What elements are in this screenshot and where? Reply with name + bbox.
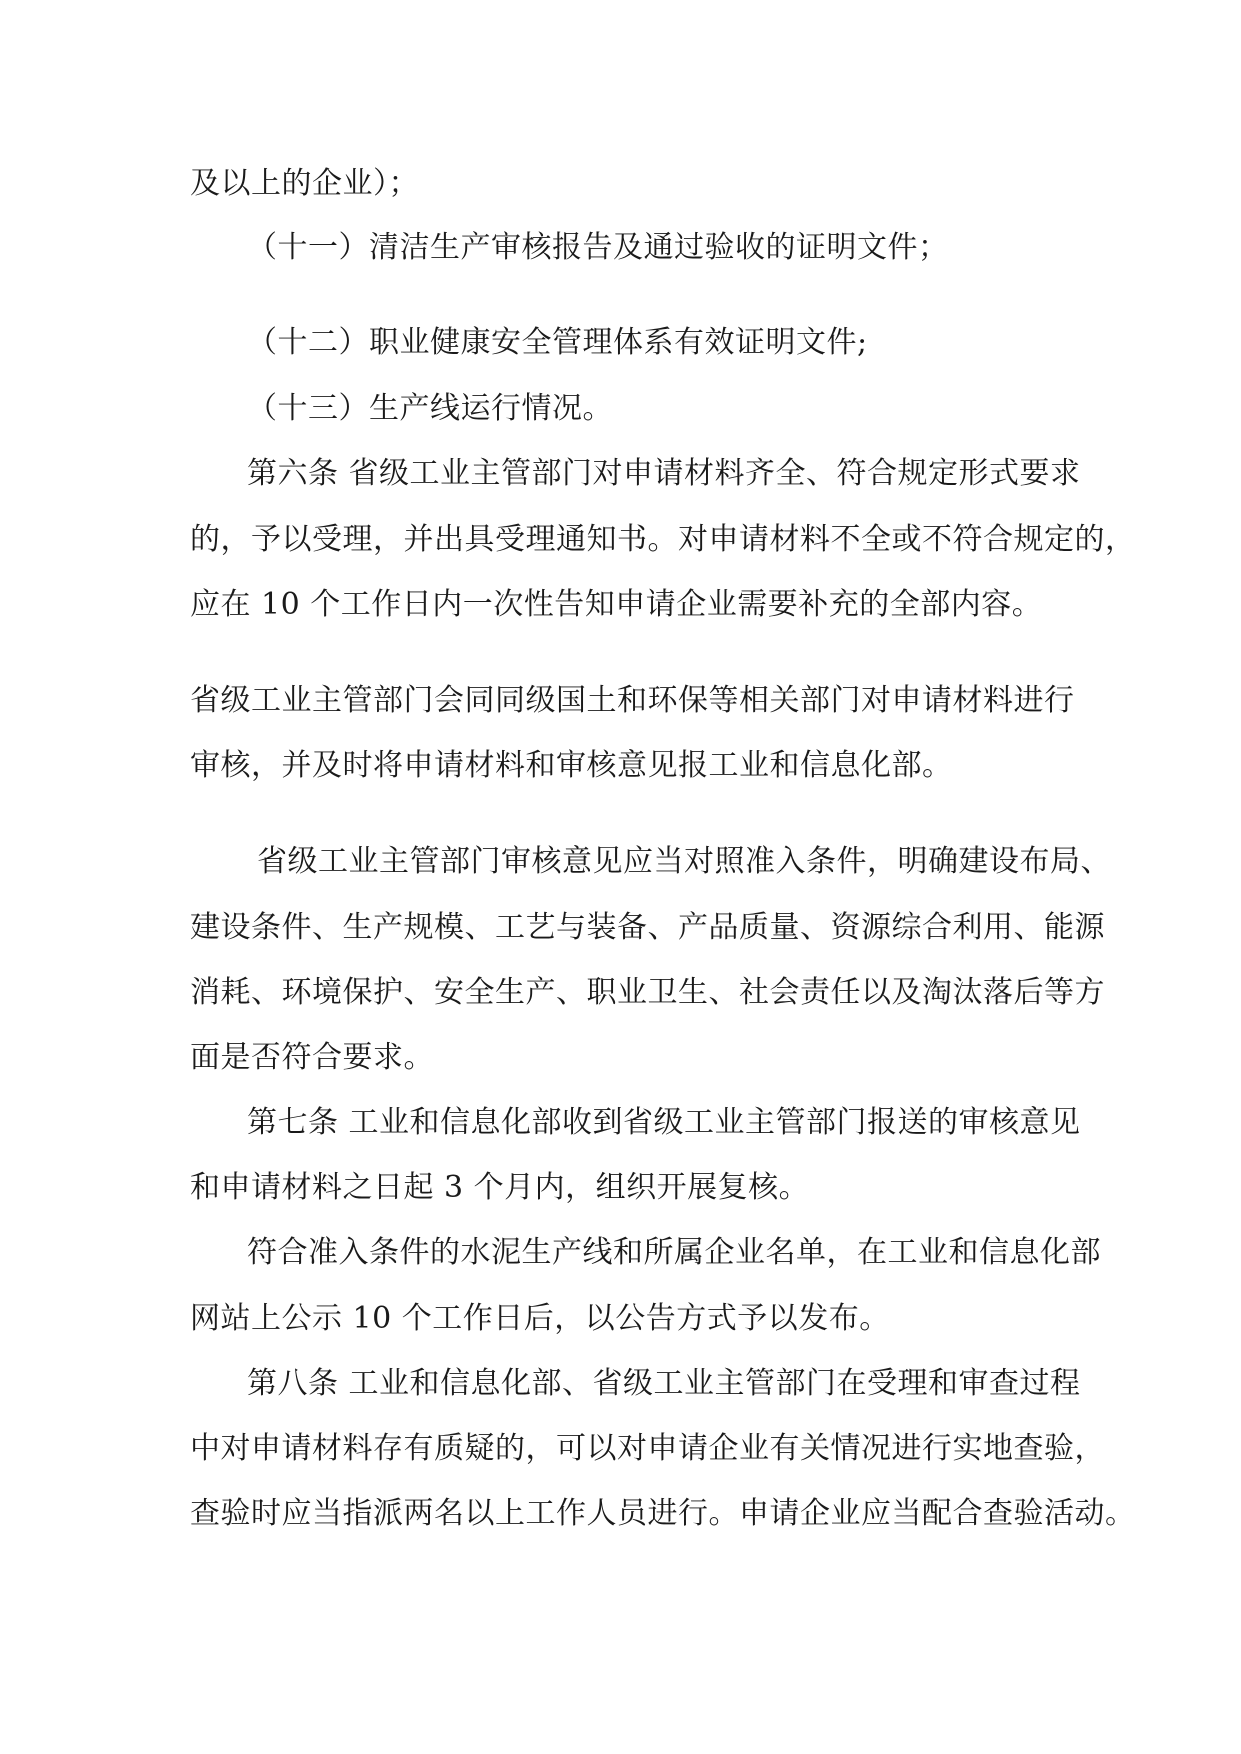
text-line: 第八条 工业和信息化部、省级工业主管部门在受理和审查过程 bbox=[247, 1366, 1081, 1401]
text-line: 建设条件、生产规模、工艺与装备、产品质量、资源综合利用、能源 bbox=[190, 910, 1105, 945]
text-line: （十一）清洁生产审核报告及通过验收的证明文件； bbox=[247, 230, 949, 265]
text-line: 消耗、环境保护、安全生产、职业卫生、社会责任以及淘汰落后等方 bbox=[190, 975, 1105, 1010]
text-line: （十三）生产线运行情况。 bbox=[247, 391, 613, 426]
text-line: 网站上公示 10 个工作日后，以公告方式予以发布。 bbox=[190, 1301, 890, 1336]
text-line: 审核，并及时将申请材料和审核意见报工业和信息化部。 bbox=[190, 748, 953, 783]
text-line: 查验时应当指派两名以上工作人员进行。申请企业应当配合查验活动。 bbox=[190, 1496, 1136, 1531]
text-line: 及以上的企业）； bbox=[190, 166, 419, 201]
text-line: 的，予以受理，并出具受理通知书。对申请材料不全或不符合规定的， bbox=[190, 522, 1136, 557]
text-line: 和申请材料之日起 3 个月内，组织开展复核。 bbox=[190, 1170, 810, 1205]
text-line: 省级工业主管部门会同同级国土和环保等相关部门对申请材料进行 bbox=[190, 683, 1075, 718]
text-line: 符合准入条件的水泥生产线和所属企业名单，在工业和信息化部 bbox=[247, 1235, 1101, 1270]
text-line: 第六条 省级工业主管部门对申请材料齐全、符合规定形式要求 bbox=[247, 456, 1081, 491]
text-line: （十二）职业健康安全管理体系有效证明文件; bbox=[247, 325, 868, 360]
text-line: 省级工业主管部门审核意见应当对照准入条件，明确建设布局、 bbox=[257, 844, 1111, 879]
text-line: 第七条 工业和信息化部收到省级工业主管部门报送的审核意见 bbox=[247, 1105, 1081, 1140]
text-line: 面是否符合要求。 bbox=[190, 1040, 434, 1075]
text-line: 应在 10 个工作日内一次性告知申请企业需要补充的全部内容。 bbox=[190, 587, 1043, 622]
text-line: 中对申请材料存有质疑的，可以对申请企业有关情况进行实地查验， bbox=[190, 1431, 1105, 1466]
